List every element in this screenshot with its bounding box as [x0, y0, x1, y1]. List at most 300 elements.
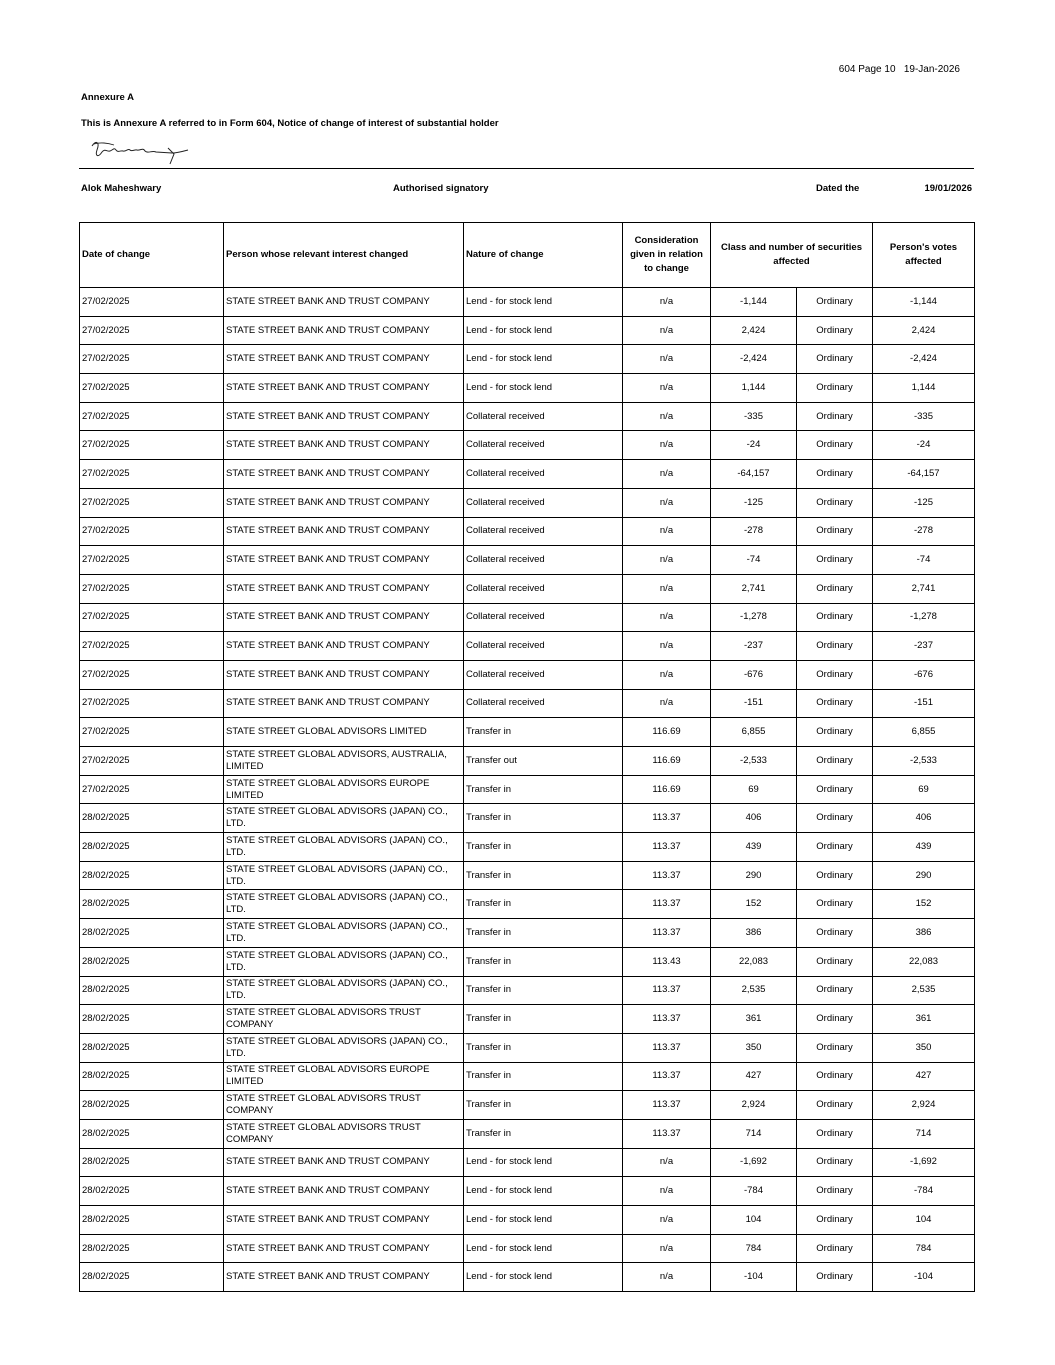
cell-votes: 406 [873, 804, 975, 833]
cell-nature: Lend - for stock lend [464, 1234, 623, 1263]
cell-class: Ordinary [797, 775, 873, 804]
table-row [80, 1177, 975, 1206]
cell-nature: Lend - for stock lend [464, 374, 623, 403]
cell-consideration: 113.37 [623, 861, 711, 890]
cell-person: STATE STREET BANK AND TRUST COMPANY [224, 546, 464, 575]
cell-class: Ordinary [797, 1033, 873, 1062]
table-row [80, 488, 975, 517]
cell-consideration: n/a [623, 374, 711, 403]
cell-nature: Transfer in [464, 890, 623, 919]
cell-date: 27/02/2025 [80, 546, 224, 575]
cell-date: 28/02/2025 [80, 1033, 224, 1062]
cell-class: Ordinary [797, 1177, 873, 1206]
cell-date: 27/02/2025 [80, 431, 224, 460]
cell-person: STATE STREET BANK AND TRUST COMPANY [224, 1206, 464, 1235]
cell-votes: 1,144 [873, 374, 975, 403]
cell-person: STATE STREET BANK AND TRUST COMPANY [224, 517, 464, 546]
cell-votes: -125 [873, 488, 975, 517]
cell-class: Ordinary [797, 402, 873, 431]
cell-date: 28/02/2025 [80, 804, 224, 833]
cell-consideration: n/a [623, 288, 711, 317]
table-row [80, 517, 975, 546]
cell-number: -104 [711, 1263, 797, 1292]
cell-nature: Collateral received [464, 460, 623, 489]
cell-consideration: 116.69 [623, 747, 711, 776]
page-date: 19-Jan-2026 [903, 64, 960, 75]
cell-votes: -676 [873, 660, 975, 689]
cell-nature: Transfer in [464, 1033, 623, 1062]
cell-number: -1,144 [711, 288, 797, 317]
cell-votes: 439 [873, 833, 975, 862]
table-row [80, 718, 975, 747]
cell-number: 2,741 [711, 574, 797, 603]
cell-person: STATE STREET BANK AND TRUST COMPANY [224, 288, 464, 317]
table-row [80, 1005, 975, 1034]
table-body [80, 288, 975, 1292]
table-row [80, 775, 975, 804]
table-row [80, 1263, 975, 1292]
cell-person: STATE STREET GLOBAL ADVISORS TRUST COMPANY [224, 1119, 464, 1148]
cell-date: 28/02/2025 [80, 1148, 224, 1177]
cell-number: 386 [711, 919, 797, 948]
cell-nature: Transfer in [464, 1091, 623, 1120]
cell-nature: Collateral received [464, 632, 623, 661]
column-header-date: Date of change [80, 223, 224, 288]
table-row [80, 316, 975, 345]
cell-date: 27/02/2025 [80, 374, 224, 403]
annexure-title: Annexure A [81, 92, 134, 103]
cell-person: STATE STREET BANK AND TRUST COMPANY [224, 374, 464, 403]
table-row [80, 833, 975, 862]
cell-consideration: n/a [623, 402, 711, 431]
table-row [80, 861, 975, 890]
cell-class: Ordinary [797, 374, 873, 403]
cell-person: STATE STREET GLOBAL ADVISORS (JAPAN) CO., LTD. [224, 947, 464, 976]
cell-number: -676 [711, 660, 797, 689]
cell-consideration: 113.37 [623, 1005, 711, 1034]
cell-number: 2,424 [711, 316, 797, 345]
cell-votes: -237 [873, 632, 975, 661]
column-header-nature: Nature of change [464, 223, 623, 288]
table-row [80, 976, 975, 1005]
cell-date: 28/02/2025 [80, 1091, 224, 1120]
cell-person: STATE STREET BANK AND TRUST COMPANY [224, 574, 464, 603]
cell-class: Ordinary [797, 517, 873, 546]
cell-class: Ordinary [797, 689, 873, 718]
table-row [80, 1062, 975, 1091]
cell-nature: Transfer in [464, 976, 623, 1005]
cell-person: STATE STREET GLOBAL ADVISORS EUROPE LIMITED [224, 1062, 464, 1091]
table-row [80, 890, 975, 919]
table-row [80, 632, 975, 661]
cell-date: 28/02/2025 [80, 1119, 224, 1148]
cell-number: -74 [711, 546, 797, 575]
cell-number: 22,083 [711, 947, 797, 976]
cell-consideration: n/a [623, 660, 711, 689]
cell-class: Ordinary [797, 1234, 873, 1263]
cell-nature: Transfer in [464, 919, 623, 948]
cell-nature: Lend - for stock lend [464, 1206, 623, 1235]
cell-number: 427 [711, 1062, 797, 1091]
cell-person: STATE STREET BANK AND TRUST COMPANY [224, 1234, 464, 1263]
table-row [80, 288, 975, 317]
cell-votes: -24 [873, 431, 975, 460]
cell-class: Ordinary [797, 431, 873, 460]
cell-number: 361 [711, 1005, 797, 1034]
cell-person: STATE STREET BANK AND TRUST COMPANY [224, 1148, 464, 1177]
cell-votes: 6,855 [873, 718, 975, 747]
cell-nature: Collateral received [464, 488, 623, 517]
cell-date: 28/02/2025 [80, 919, 224, 948]
cell-class: Ordinary [797, 804, 873, 833]
cell-consideration: n/a [623, 1234, 711, 1263]
cell-votes: 104 [873, 1206, 975, 1235]
cell-consideration: n/a [623, 316, 711, 345]
column-header-consideration: Consideration given in relation to change [623, 223, 711, 288]
cell-number: 6,855 [711, 718, 797, 747]
cell-person: STATE STREET GLOBAL ADVISORS TRUST COMPANY [224, 1005, 464, 1034]
cell-date: 27/02/2025 [80, 488, 224, 517]
cell-person: STATE STREET BANK AND TRUST COMPANY [224, 488, 464, 517]
cell-date: 27/02/2025 [80, 632, 224, 661]
cell-votes: 2,741 [873, 574, 975, 603]
cell-person: STATE STREET GLOBAL ADVISORS (JAPAN) CO., LTD. [224, 861, 464, 890]
cell-votes: 350 [873, 1033, 975, 1062]
cell-nature: Collateral received [464, 603, 623, 632]
cell-consideration: 113.37 [623, 890, 711, 919]
page-reference [800, 64, 960, 75]
cell-person: STATE STREET GLOBAL ADVISORS (JAPAN) CO., LTD. [224, 804, 464, 833]
cell-consideration: n/a [623, 603, 711, 632]
cell-person: STATE STREET BANK AND TRUST COMPANY [224, 603, 464, 632]
cell-nature: Collateral received [464, 660, 623, 689]
cell-nature: Transfer out [464, 747, 623, 776]
cell-class: Ordinary [797, 718, 873, 747]
cell-consideration: 113.37 [623, 1062, 711, 1091]
cell-class: Ordinary [797, 488, 873, 517]
cell-number: -125 [711, 488, 797, 517]
cell-class: Ordinary [797, 833, 873, 862]
cell-consideration: n/a [623, 689, 711, 718]
cell-nature: Lend - for stock lend [464, 1263, 623, 1292]
cell-nature: Transfer in [464, 775, 623, 804]
table-row [80, 603, 975, 632]
cell-consideration: n/a [623, 1263, 711, 1292]
cell-class: Ordinary [797, 1206, 873, 1235]
cell-number: -151 [711, 689, 797, 718]
cell-votes: 427 [873, 1062, 975, 1091]
cell-date: 28/02/2025 [80, 976, 224, 1005]
cell-date: 27/02/2025 [80, 345, 224, 374]
cell-nature: Collateral received [464, 431, 623, 460]
cell-nature: Collateral received [464, 517, 623, 546]
cell-nature: Transfer in [464, 1005, 623, 1034]
cell-number: 290 [711, 861, 797, 890]
cell-votes: -2,424 [873, 345, 975, 374]
table-row [80, 574, 975, 603]
cell-class: Ordinary [797, 546, 873, 575]
cell-number: 152 [711, 890, 797, 919]
cell-nature: Collateral received [464, 689, 623, 718]
table-row [80, 1119, 975, 1148]
cell-person: STATE STREET BANK AND TRUST COMPANY [224, 1177, 464, 1206]
cell-nature: Transfer in [464, 804, 623, 833]
cell-date: 27/02/2025 [80, 747, 224, 776]
cell-consideration: 113.37 [623, 1119, 711, 1148]
table-row [80, 374, 975, 403]
cell-votes: 69 [873, 775, 975, 804]
cell-votes: -104 [873, 1263, 975, 1292]
cell-votes: -74 [873, 546, 975, 575]
table-row [80, 1091, 975, 1120]
cell-class: Ordinary [797, 316, 873, 345]
cell-person: STATE STREET GLOBAL ADVISORS (JAPAN) CO., LTD. [224, 919, 464, 948]
cell-consideration: n/a [623, 431, 711, 460]
cell-votes: -335 [873, 402, 975, 431]
cell-person: STATE STREET BANK AND TRUST COMPANY [224, 431, 464, 460]
cell-date: 28/02/2025 [80, 947, 224, 976]
cell-nature: Transfer in [464, 833, 623, 862]
cell-class: Ordinary [797, 1005, 873, 1034]
cell-class: Ordinary [797, 460, 873, 489]
cell-date: 27/02/2025 [80, 574, 224, 603]
table-row [80, 1033, 975, 1062]
cell-person: STATE STREET BANK AND TRUST COMPANY [224, 1263, 464, 1292]
cell-date: 27/02/2025 [80, 316, 224, 345]
cell-date: 28/02/2025 [80, 833, 224, 862]
cell-votes: 2,424 [873, 316, 975, 345]
cell-nature: Transfer in [464, 861, 623, 890]
cell-nature: Lend - for stock lend [464, 1177, 623, 1206]
handwritten-signature [88, 138, 192, 166]
cell-votes: 784 [873, 1234, 975, 1263]
column-header-person: Person whose relevant interest changed [224, 223, 464, 288]
cell-votes: 152 [873, 890, 975, 919]
cell-date: 27/02/2025 [80, 660, 224, 689]
cell-class: Ordinary [797, 603, 873, 632]
table-row [80, 1148, 975, 1177]
table-row [80, 1206, 975, 1235]
cell-class: Ordinary [797, 890, 873, 919]
cell-date: 28/02/2025 [80, 1263, 224, 1292]
cell-date: 28/02/2025 [80, 1062, 224, 1091]
table-row [80, 345, 975, 374]
cell-consideration: n/a [623, 460, 711, 489]
signature-rule [79, 168, 974, 169]
cell-class: Ordinary [797, 919, 873, 948]
table-row [80, 919, 975, 948]
cell-person: STATE STREET BANK AND TRUST COMPANY [224, 689, 464, 718]
cell-class: Ordinary [797, 1119, 873, 1148]
cell-votes: -151 [873, 689, 975, 718]
signatory-name: Alok Maheshwary [81, 183, 162, 194]
cell-consideration: n/a [623, 488, 711, 517]
cell-votes: 2,535 [873, 976, 975, 1005]
page-number: 604 Page 10 [838, 64, 896, 75]
cell-consideration: n/a [623, 1206, 711, 1235]
cell-nature: Collateral received [464, 402, 623, 431]
cell-votes: -2,533 [873, 747, 975, 776]
table-row [80, 431, 975, 460]
cell-number: 714 [711, 1119, 797, 1148]
cell-class: Ordinary [797, 1062, 873, 1091]
cell-consideration: 116.69 [623, 718, 711, 747]
cell-class: Ordinary [797, 345, 873, 374]
cell-class: Ordinary [797, 947, 873, 976]
table-row [80, 747, 975, 776]
cell-consideration: n/a [623, 517, 711, 546]
cell-nature: Lend - for stock lend [464, 288, 623, 317]
cell-consideration: n/a [623, 345, 711, 374]
cell-votes: -64,157 [873, 460, 975, 489]
changes-table [79, 222, 975, 1292]
cell-number: 784 [711, 1234, 797, 1263]
table-row [80, 460, 975, 489]
cell-nature: Transfer in [464, 1119, 623, 1148]
table-header-row [80, 223, 975, 288]
cell-votes: -1,278 [873, 603, 975, 632]
cell-person: STATE STREET BANK AND TRUST COMPANY [224, 460, 464, 489]
column-header-class-number: Class and number of securities affected [711, 223, 873, 288]
table-row [80, 947, 975, 976]
cell-number: 69 [711, 775, 797, 804]
cell-number: -1,692 [711, 1148, 797, 1177]
cell-nature: Transfer in [464, 718, 623, 747]
table-row [80, 660, 975, 689]
cell-votes: 2,924 [873, 1091, 975, 1120]
cell-class: Ordinary [797, 574, 873, 603]
cell-consideration: 113.43 [623, 947, 711, 976]
cell-consideration: 116.69 [623, 775, 711, 804]
table-row [80, 402, 975, 431]
cell-person: STATE STREET GLOBAL ADVISORS (JAPAN) CO., LTD. [224, 890, 464, 919]
cell-consideration: 113.37 [623, 833, 711, 862]
cell-person: STATE STREET GLOBAL ADVISORS, AUSTRALIA, LIMITED [224, 747, 464, 776]
cell-consideration: n/a [623, 546, 711, 575]
cell-number: 1,144 [711, 374, 797, 403]
cell-number: 406 [711, 804, 797, 833]
cell-votes: -278 [873, 517, 975, 546]
cell-class: Ordinary [797, 288, 873, 317]
cell-number: 2,924 [711, 1091, 797, 1120]
cell-date: 28/02/2025 [80, 1005, 224, 1034]
cell-consideration: 113.37 [623, 1033, 711, 1062]
cell-number: -64,157 [711, 460, 797, 489]
cell-votes: 714 [873, 1119, 975, 1148]
cell-person: STATE STREET GLOBAL ADVISORS TRUST COMPANY [224, 1091, 464, 1120]
cell-person: STATE STREET GLOBAL ADVISORS EUROPE LIMITED [224, 775, 464, 804]
cell-class: Ordinary [797, 1091, 873, 1120]
cell-consideration: n/a [623, 1177, 711, 1206]
cell-nature: Lend - for stock lend [464, 345, 623, 374]
cell-number: -1,278 [711, 603, 797, 632]
cell-votes: -1,692 [873, 1148, 975, 1177]
cell-date: 27/02/2025 [80, 689, 224, 718]
cell-date: 27/02/2025 [80, 603, 224, 632]
cell-consideration: 113.37 [623, 919, 711, 948]
cell-date: 28/02/2025 [80, 1177, 224, 1206]
cell-nature: Transfer in [464, 1062, 623, 1091]
cell-number: 439 [711, 833, 797, 862]
cell-nature: Collateral received [464, 546, 623, 575]
table-row [80, 689, 975, 718]
table-row [80, 1234, 975, 1263]
cell-class: Ordinary [797, 660, 873, 689]
cell-date: 28/02/2025 [80, 1234, 224, 1263]
column-header-votes: Person's votes affected [873, 223, 975, 288]
cell-person: STATE STREET BANK AND TRUST COMPANY [224, 345, 464, 374]
cell-date: 28/02/2025 [80, 1206, 224, 1235]
cell-person: STATE STREET BANK AND TRUST COMPANY [224, 316, 464, 345]
cell-votes: 22,083 [873, 947, 975, 976]
cell-person: STATE STREET GLOBAL ADVISORS (JAPAN) CO., LTD. [224, 833, 464, 862]
cell-number: -24 [711, 431, 797, 460]
cell-consideration: 113.37 [623, 804, 711, 833]
dated-label: Dated the [816, 183, 860, 194]
cell-number: -2,424 [711, 345, 797, 374]
table-row [80, 804, 975, 833]
cell-number: -237 [711, 632, 797, 661]
cell-person: STATE STREET GLOBAL ADVISORS LIMITED [224, 718, 464, 747]
cell-date: 27/02/2025 [80, 718, 224, 747]
annexure-description: This is Annexure A referred to in Form 604, Notice of change of interest of substantial holder [81, 118, 499, 129]
cell-consideration: 113.37 [623, 1091, 711, 1120]
cell-nature: Lend - for stock lend [464, 1148, 623, 1177]
cell-class: Ordinary [797, 976, 873, 1005]
cell-votes: -784 [873, 1177, 975, 1206]
cell-number: 2,535 [711, 976, 797, 1005]
signatory-block [81, 183, 972, 197]
cell-number: -784 [711, 1177, 797, 1206]
cell-class: Ordinary [797, 861, 873, 890]
cell-class: Ordinary [797, 1263, 873, 1292]
cell-consideration: n/a [623, 632, 711, 661]
cell-person: STATE STREET BANK AND TRUST COMPANY [224, 660, 464, 689]
cell-person: STATE STREET BANK AND TRUST COMPANY [224, 402, 464, 431]
cell-date: 27/02/2025 [80, 517, 224, 546]
cell-consideration: n/a [623, 574, 711, 603]
signatory-role: Authorised signatory [393, 183, 489, 194]
cell-consideration: 113.37 [623, 976, 711, 1005]
cell-votes: -1,144 [873, 288, 975, 317]
cell-consideration: n/a [623, 1148, 711, 1177]
cell-votes: 290 [873, 861, 975, 890]
cell-nature: Collateral received [464, 574, 623, 603]
cell-person: STATE STREET BANK AND TRUST COMPANY [224, 632, 464, 661]
cell-date: 28/02/2025 [80, 890, 224, 919]
cell-nature: Lend - for stock lend [464, 316, 623, 345]
cell-number: 350 [711, 1033, 797, 1062]
cell-date: 28/02/2025 [80, 861, 224, 890]
dated-value: 19/01/2026 [924, 183, 972, 194]
cell-date: 27/02/2025 [80, 402, 224, 431]
cell-date: 27/02/2025 [80, 288, 224, 317]
cell-nature: Transfer in [464, 947, 623, 976]
cell-class: Ordinary [797, 632, 873, 661]
cell-person: STATE STREET GLOBAL ADVISORS (JAPAN) CO., LTD. [224, 976, 464, 1005]
cell-date: 27/02/2025 [80, 460, 224, 489]
cell-class: Ordinary [797, 747, 873, 776]
cell-person: STATE STREET GLOBAL ADVISORS (JAPAN) CO., LTD. [224, 1033, 464, 1062]
cell-number: -335 [711, 402, 797, 431]
cell-class: Ordinary [797, 1148, 873, 1177]
cell-date: 27/02/2025 [80, 775, 224, 804]
cell-votes: 386 [873, 919, 975, 948]
cell-votes: 361 [873, 1005, 975, 1034]
table-row [80, 546, 975, 575]
cell-number: -278 [711, 517, 797, 546]
cell-number: 104 [711, 1206, 797, 1235]
